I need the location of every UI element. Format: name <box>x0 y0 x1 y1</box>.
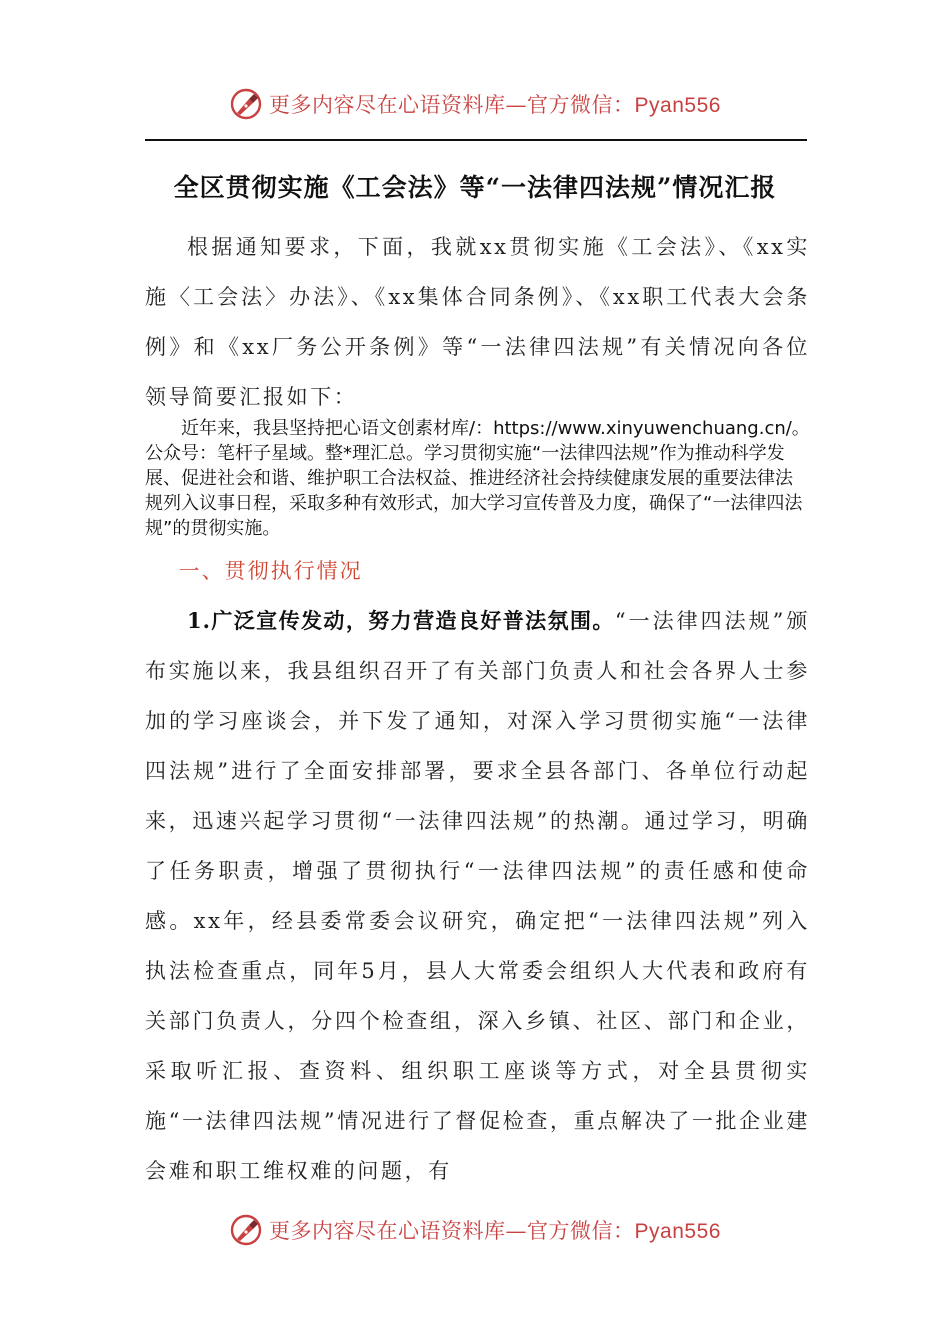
banner-text: 更多内容尽在心语资料库—官方微信：Pyan556 <box>269 93 721 117</box>
point-1-lead: 1.广泛宣传发动，努力营造良好普法氛围。 <box>187 608 615 633</box>
section-heading: 一、贯彻执行情况 <box>178 559 363 583</box>
header-divider <box>145 139 807 141</box>
point-1-body: “一法律四法规”颁布实施以来，我县组织召开了有关部门负责人和社会各界人士参加的学习座谈会，并下发了通知，对深入学习贯彻实施“一法律四法规”进行了全面安排部署，要求全县各部门、各单位行动起来，迅速兴起学习贯彻“一法律四法规”的热潮。通过学习，明确了任务职责，增强了贯彻执行“一法律四法规”的责任感和使命感。xx年，经县委常委会议研究，确定把“一法律四法规”列入执法检查重点，同年5月，县人大常委会组织人大代表和政府有关部门负责人，分四个检查组，深入乡镇、社区、部门和企业，采取听汇报、查资料、组织职工座谈等方式，对全县贯彻实施“一法律四法规”情况进行了督促检查，重点解决了一批企业建会难和职工维权难的问题，有 <box>145 609 811 1183</box>
body-paragraph-2: 近年来，我县坚持把心语文创素材库/：https://www.xinyuwenchuang.cn/。公众号：笔杆子星域。整*理汇总。学习贯彻实施“一法律四法规”作为推动科学发展、促进社会和谐、维护职工合法权益、推进经济社会持续健康发展的重要法律法规列入议事日程，采取多种有效形式，加大学习宣传普及力度，确保了“一法律四法规”的贯彻实施。 <box>145 418 810 539</box>
banner-text: 更多内容尽在心语资料库—官方微信：Pyan556 <box>269 1219 721 1243</box>
banner-wechat-id: Pyan556 <box>634 94 721 117</box>
header-banner <box>0 84 950 124</box>
footer-banner <box>0 1210 950 1250</box>
pen-nib-logo-icon <box>229 1213 263 1247</box>
pen-nib-logo-icon <box>229 87 263 121</box>
intro-paragraph: 根据通知要求，下面，我就xx贯彻实施《工会法》、《xx实施〈工会法〉办法》、《xx集体合同条例》、《xx职工代表大会条例》和《xx厂务公开条例》等“一法律四法规”有关情况向各位领导简要汇报如下： <box>145 235 810 409</box>
point-1-paragraph <box>145 596 810 1196</box>
banner-wechat-id: Pyan556 <box>634 1220 721 1243</box>
document-title: 全区贯彻实施《工会法》等“一法律四法规”情况汇报 <box>173 173 777 202</box>
